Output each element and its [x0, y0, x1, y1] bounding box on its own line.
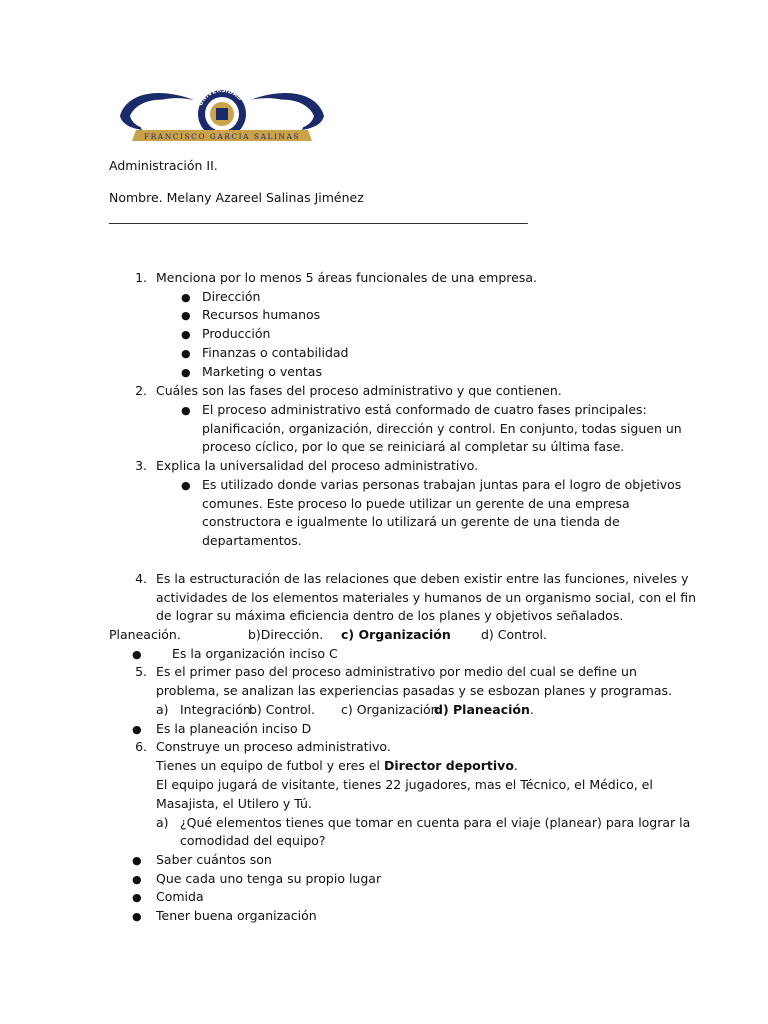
q4-option-a: Planeación. [109, 627, 181, 642]
q4-option-c: c) Organización [341, 627, 451, 642]
q5-answer: Es la planeación inciso D [156, 721, 312, 736]
q4-text-line: Es la estructuración de las relaciones que deben existir entre las funciones, niveles y [156, 571, 689, 586]
bullet-icon: ● [181, 366, 191, 379]
bullet-icon: ● [132, 873, 142, 886]
q5-option-a-marker: a) [156, 702, 169, 717]
q4-number: 4. [135, 571, 147, 586]
q4-answer: Es la organización inciso C [172, 646, 338, 661]
q1-text: Menciona por lo menos 5 áreas funcionales de una empresa. [156, 270, 537, 285]
q6-answer: Tener buena organización [156, 908, 317, 923]
bullet-icon: ● [132, 891, 142, 904]
q3-text: Explica la universalidad del proceso administrativo. [156, 458, 479, 473]
q2-answer-line: proceso cíclico, por lo que se reiniciará al completar su última fase. [202, 439, 625, 454]
q5-text-line: Es el primer paso del proceso administrativo por medio del cual se define un [156, 664, 637, 679]
bullet-icon: ● [132, 648, 142, 661]
logo-arch-text: UNIVERSIDAD [196, 86, 244, 108]
q5-option-b: b) Control. [249, 702, 315, 717]
q1-answer: Recursos humanos [202, 307, 321, 322]
q2-answer-line: El proceso administrativo está conformado de cuatro fases principales: [202, 402, 647, 417]
q3-answer-line: constructora e igualmente lo utilizará un gerente de una tienda de [202, 514, 620, 529]
q5-option-c: c) Organización. [341, 702, 443, 717]
course-title: Administración II. [109, 158, 218, 173]
q6-number: 6. [135, 739, 147, 754]
q6-line4: Masajista, el Utilero y Tú. [156, 796, 312, 811]
q1-number: 1. [135, 270, 147, 285]
q1-answer: Finanzas o contabilidad [202, 345, 349, 360]
q6-answer: Comida [156, 889, 204, 904]
q4-text-line: de lograr su máxima eficiencia dentro de los planes y objetivos señalados. [156, 608, 624, 623]
separator-line: ___________________________________________________________________ [109, 209, 528, 224]
q3-answer-line: comunes. Este proceso lo puede utilizar un gerente de una empresa [202, 496, 630, 511]
bullet-icon: ● [181, 291, 191, 304]
bullet-icon: ● [181, 309, 191, 322]
q4-text-line: actividades de los elementos materiales y humanos de un organismo social, con el fin [156, 590, 697, 605]
q6-sub-line: ¿Qué elementos tienes que tomar en cuenta para el viaje (planear) para lograr la [180, 815, 691, 830]
q6-line2 [156, 757, 518, 776]
q6-answer: Que cada uno tenga su propio lugar [156, 871, 382, 886]
bullet-icon: ● [132, 910, 142, 923]
q6-line2-prefix: Tienes un equipo de futbol y eres el [156, 758, 384, 773]
bullet-icon: ● [132, 723, 142, 736]
bullet-icon: ● [181, 404, 191, 417]
q6-sub-line: comodidad del equipo? [180, 833, 326, 848]
q2-number: 2. [135, 383, 147, 398]
q3-number: 3. [135, 458, 147, 473]
q5-number: 5. [135, 664, 147, 679]
bullet-icon: ● [181, 328, 191, 341]
q5-option-d: d) Planeación [434, 702, 530, 717]
q1-answer: Dirección [202, 289, 261, 304]
q5-option-d-period: . [529, 702, 534, 717]
q3-answer-line: Es utilizado donde varias personas trabajan juntas para el logro de objetivos [202, 477, 682, 492]
q2-text: Cuáles son las fases del proceso administrativo y que contienen. [156, 383, 562, 398]
bullet-icon: ● [181, 347, 191, 360]
q6-line3: El equipo jugará de visitante, tienes 22 jugadores, mas el Técnico, el Médico, el [156, 777, 653, 792]
q6-sub-marker: a) [156, 815, 169, 830]
q5-text-line: problema, se analizan las experiencias pasadas y se esbozan planes y programas. [156, 683, 672, 698]
logo-bottom-text: FRANCISCO GARCIA SALINAS [143, 132, 301, 141]
bullet-icon: ● [132, 854, 142, 867]
student-name: Nombre. Melany Azareel Salinas Jiménez [109, 190, 364, 205]
q6-text: Construye un proceso administrativo. [156, 739, 391, 754]
university-logo [116, 86, 328, 142]
q2-answer-line: planificación, organización, dirección y control. En conjunto, todas siguen un [202, 421, 682, 436]
q1-answer: Marketing o ventas [202, 364, 322, 379]
q6-line2-bold: Director deportivo [384, 758, 514, 773]
q3-answer-line: departamentos. [202, 533, 302, 548]
q4-option-d: d) Control. [481, 627, 547, 642]
bullet-icon: ● [181, 479, 191, 492]
q6-line2-suffix: . [513, 758, 518, 773]
q1-answer: Producción [202, 326, 271, 341]
q6-answer: Saber cuántos son [156, 852, 272, 867]
q5-option-a: Integración. [180, 702, 255, 717]
q4-option-b: b)Dirección. [248, 627, 324, 642]
